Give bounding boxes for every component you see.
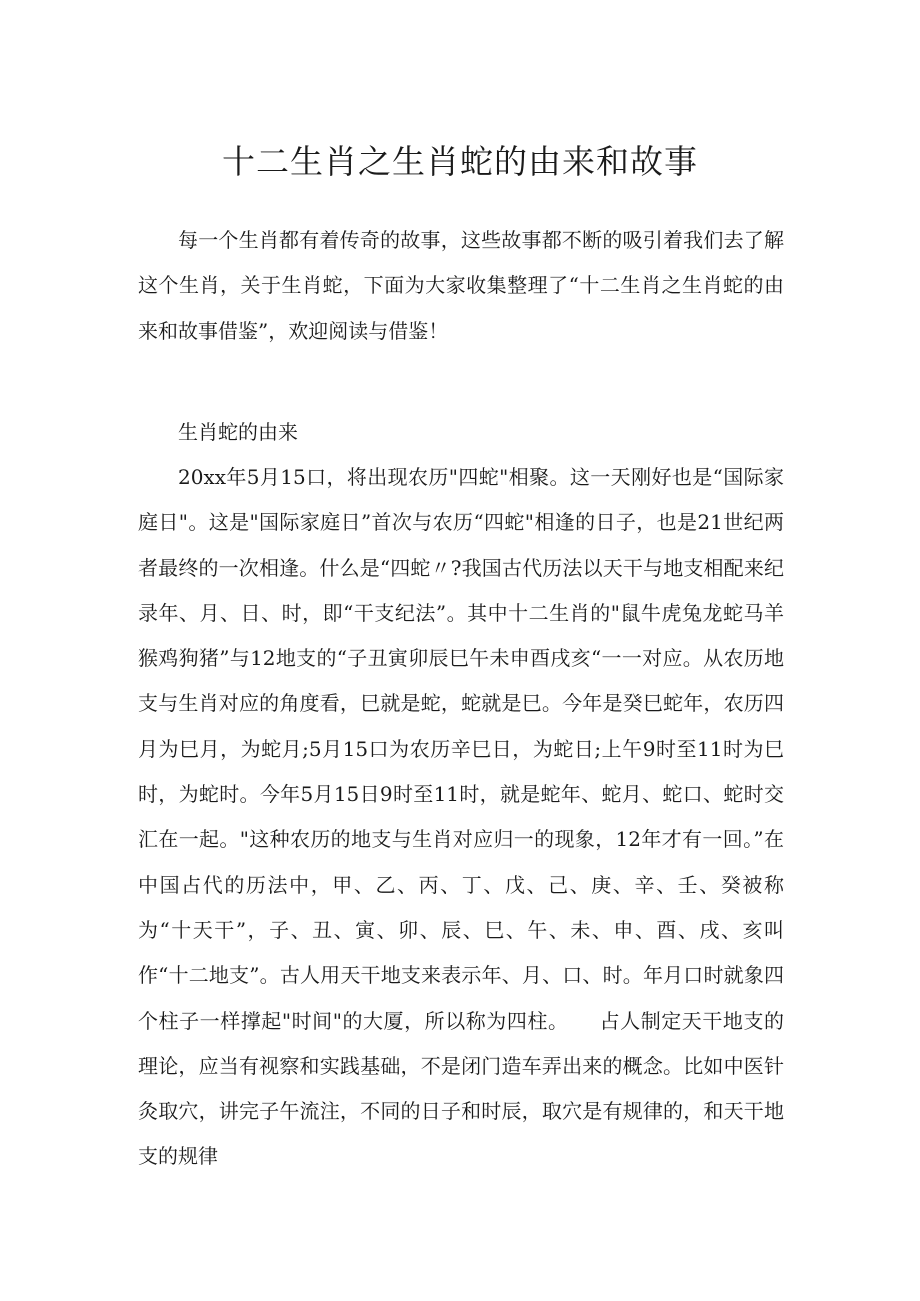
section-body-paragraph: 20xx年5月15口，将出现农历"四蛇"相聚。这一天刚好也是“国际家庭日"。这是"国际家庭日”首次与农历“四蛇"相逢的日子，也是21世纪两者最终的一次相逢。什么是“四蛇〃?我国古代历法以天干与地支相配来纪录年、月、日、时，即“干支纪法”。其中十二生肖的"鼠牛虎兔龙蛇马羊猴鸡狗猪”与12地支的“子丑寅卯辰巳午未申酉戌亥“一一对应。从农历地支与生肖对应的角度看，巳就是蛇，蛇就是巳。今年是癸巳蛇年，农历四月为巳月，为蛇月;5月15口为农历辛巳日，为蛇日;上午9时至11时为巳时，为蛇时。今年5月15日9时至11时，就是蛇年、蛇月、蛇口、蛇时交汇在一起。"这种农历的地支与生肖对应归一的现象，12年才有一回。”在中国占代的历法中，甲、乙、丙、丁、戊、己、庚、辛、壬、癸被称为“十天干”，子、丑、寅、卯、辰、巳、午、未、申、酉、戌、亥叫作“十二地支”。古人用天干地支来表示年、月、口、时。年月口时就象四个柱子一样撑起"时间"的大厦，所以称为四柱。 占人制定天干地支的理论，应当有视察和实践基础，不是闭门造车弄出来的概念。比如中医针灸取穴，讲完子午流注，不同的日子和时辰，取穴是有规律的，和天干地支的规律 <box>138 465 784 1169</box>
document-title: 十二生肖之生肖蛇的由来和故事 <box>222 142 698 181</box>
section-heading: 生肖蛇的由来 <box>178 420 298 444</box>
intro-paragraph: 每一个生肖都有着传奇的故事，这些故事都不断的吸引着我们去了解这个生肖，关于生肖蛇，下面为大家收集整理了“十二生肖之生肖蛇的由来和故事借鉴”，欢迎阅读与借鉴！ <box>138 228 784 343</box>
